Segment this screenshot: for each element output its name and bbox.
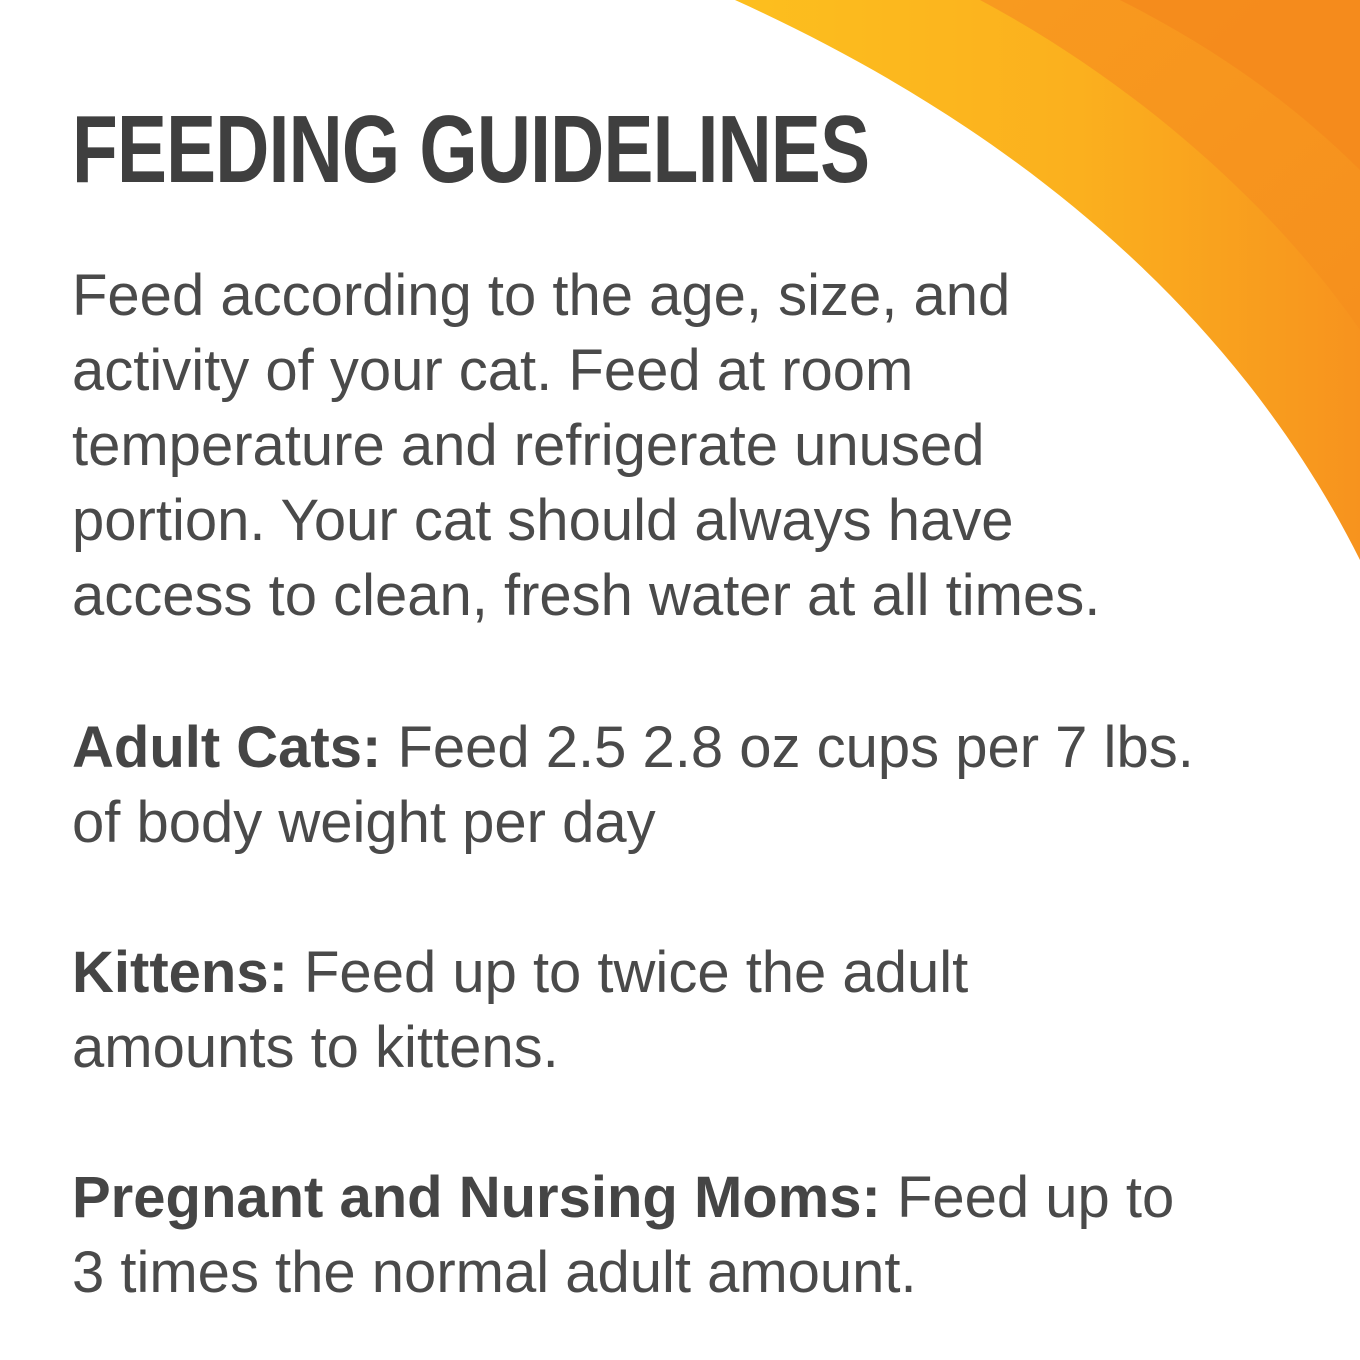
pregnant-nursing-label: Pregnant and Nursing Moms: [72, 1165, 881, 1230]
pregnant-nursing-text: Feed up to [880, 1165, 1175, 1230]
intro-line: portion. Your cat should always have [72, 488, 1014, 553]
intro-line: access to clean, fresh water at all times. [72, 563, 1101, 628]
adult-cats-text: Feed 2.5 2.8 oz cups per 7 lbs. [381, 715, 1194, 780]
intro-line: temperature and refrigerate unused [72, 413, 985, 478]
kittens-section [72, 935, 968, 1085]
adult-cats-line-2: of body weight per day [72, 790, 656, 855]
intro-line: activity of your cat. Feed at room [72, 338, 914, 403]
adult-cats-section [72, 710, 1194, 860]
pregnant-nursing-line-1 [72, 1160, 1174, 1235]
kittens-line-2: amounts to kittens. [72, 1015, 559, 1080]
kittens-text: Feed up to twice the adult [287, 940, 969, 1005]
page-title: FEEDING GUIDELINES [72, 96, 870, 203]
kittens-line-1 [72, 935, 968, 1010]
kittens-label: Kittens: [72, 940, 288, 1005]
intro-paragraph [72, 258, 1212, 633]
pregnant-nursing-section [72, 1160, 1174, 1310]
adult-cats-label: Adult Cats: [72, 715, 382, 780]
intro-line: Feed according to the age, size, and [72, 263, 1011, 328]
adult-cats-line-1 [72, 710, 1194, 785]
pregnant-nursing-line-2: 3 times the normal adult amount. [72, 1240, 917, 1305]
